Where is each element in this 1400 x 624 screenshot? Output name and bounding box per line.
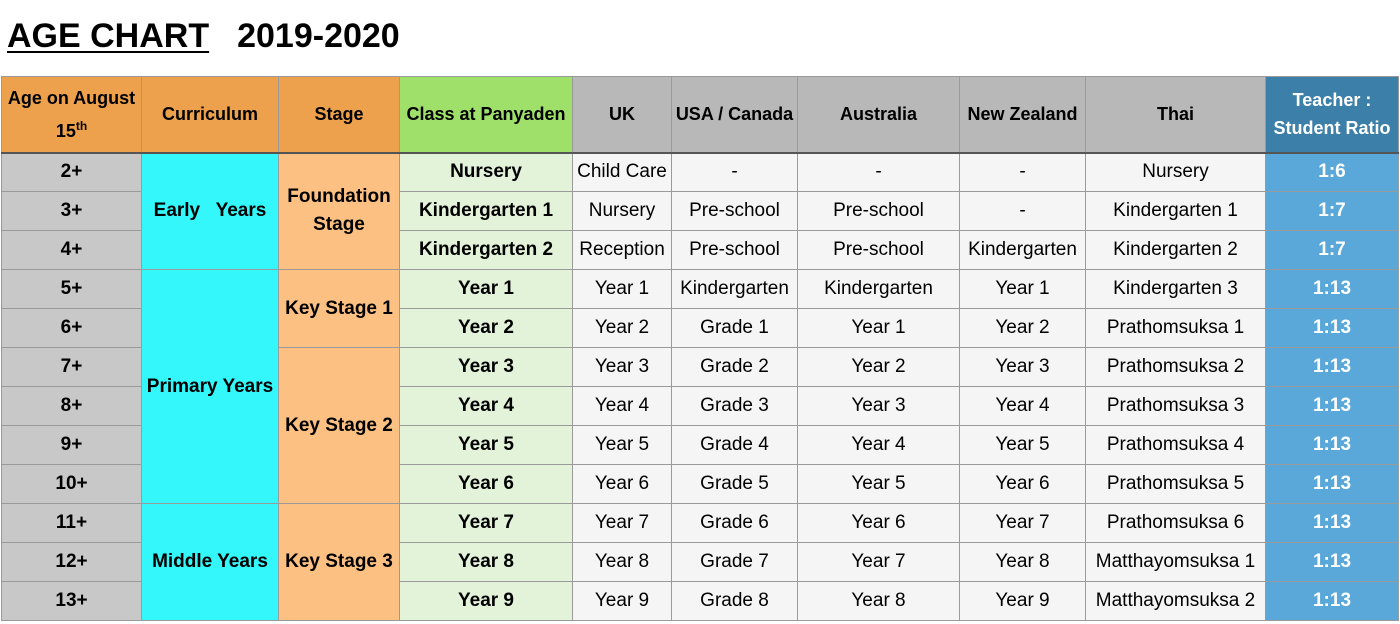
- australia-cell: Year 2: [798, 348, 960, 387]
- stage-cell-foundation: Foundation Stage: [279, 153, 400, 270]
- ratio-cell: 1:13: [1266, 465, 1399, 504]
- title-year: 2019-2020: [237, 17, 400, 55]
- uk-cell: Reception: [573, 231, 672, 270]
- usa-cell: Grade 4: [672, 426, 798, 465]
- australia-cell: Year 6: [798, 504, 960, 543]
- usa-cell: Grade 8: [672, 582, 798, 621]
- uk-cell: Year 9: [573, 582, 672, 621]
- thai-cell: Prathomsuksa 3: [1086, 387, 1266, 426]
- curriculum-cell-early-years: Early Years: [142, 153, 279, 270]
- table-row: [2, 504, 1399, 543]
- header-age-label: Age on August: [7, 87, 136, 108]
- usa-cell: Kindergarten: [672, 270, 798, 309]
- ratio-cell: 1:13: [1266, 582, 1399, 621]
- nz-cell: Year 4: [960, 387, 1086, 426]
- usa-cell: Grade 3: [672, 387, 798, 426]
- class-cell: Year 9: [400, 582, 573, 621]
- class-cell: Kindergarten 1: [400, 192, 573, 231]
- thai-cell: Prathomsuksa 4: [1086, 426, 1266, 465]
- thai-cell: Nursery: [1086, 153, 1266, 192]
- ratio-cell: 1:7: [1266, 231, 1399, 270]
- stage-cell-key-stage-1: Key Stage 1: [279, 270, 400, 348]
- australia-cell: Kindergarten: [798, 270, 960, 309]
- header-age-sup: th: [75, 118, 88, 133]
- usa-cell: Grade 2: [672, 348, 798, 387]
- thai-cell: Prathomsuksa 2: [1086, 348, 1266, 387]
- nz-cell: Kindergarten: [960, 231, 1086, 270]
- header-uk: UK: [573, 77, 672, 153]
- nz-cell: Year 3: [960, 348, 1086, 387]
- title-main: AGE CHART: [7, 17, 210, 55]
- ratio-cell: 1:13: [1266, 426, 1399, 465]
- age-cell: 11+: [2, 504, 142, 543]
- age-chart-table: [1, 76, 1399, 621]
- class-cell: Nursery: [400, 153, 573, 192]
- australia-cell: Year 4: [798, 426, 960, 465]
- thai-cell: Prathomsuksa 6: [1086, 504, 1266, 543]
- age-cell: 5+: [2, 270, 142, 309]
- uk-cell: Year 5: [573, 426, 672, 465]
- class-cell: Kindergarten 2: [400, 231, 573, 270]
- header-row: [2, 77, 1399, 153]
- usa-cell: Pre-school: [672, 192, 798, 231]
- class-cell: Year 3: [400, 348, 573, 387]
- ratio-cell: 1:13: [1266, 270, 1399, 309]
- thai-cell: Kindergarten 2: [1086, 231, 1266, 270]
- class-cell: Year 8: [400, 543, 573, 582]
- curriculum-cell-primary-years: Primary Years: [142, 270, 279, 504]
- nz-cell: Year 5: [960, 426, 1086, 465]
- table-row: [2, 270, 1399, 309]
- header-usa: USA / Canada: [672, 77, 798, 153]
- uk-cell: Year 4: [573, 387, 672, 426]
- age-cell: 8+: [2, 387, 142, 426]
- age-cell: 10+: [2, 465, 142, 504]
- uk-cell: Year 8: [573, 543, 672, 582]
- header-class: Class at Panyaden: [400, 77, 573, 153]
- class-cell: Year 1: [400, 270, 573, 309]
- ratio-cell: 1:13: [1266, 387, 1399, 426]
- uk-cell: Child Care: [573, 153, 672, 192]
- nz-cell: Year 8: [960, 543, 1086, 582]
- usa-cell: -: [672, 153, 798, 192]
- age-cell: 6+: [2, 309, 142, 348]
- thai-cell: Matthayomsuksa 2: [1086, 582, 1266, 621]
- header-thai: Thai: [1086, 77, 1266, 153]
- thai-cell: Kindergarten 1: [1086, 192, 1266, 231]
- thai-cell: Prathomsuksa 5: [1086, 465, 1266, 504]
- ratio-cell: 1:6: [1266, 153, 1399, 192]
- uk-cell: Year 1: [573, 270, 672, 309]
- australia-cell: Year 3: [798, 387, 960, 426]
- usa-cell: Grade 6: [672, 504, 798, 543]
- nz-cell: Year 1: [960, 270, 1086, 309]
- ratio-cell: 1:13: [1266, 309, 1399, 348]
- stage-cell-key-stage-3: Key Stage 3: [279, 504, 400, 621]
- australia-cell: Pre-school: [798, 192, 960, 231]
- thai-cell: Prathomsuksa 1: [1086, 309, 1266, 348]
- class-cell: Year 5: [400, 426, 573, 465]
- age-cell: 9+: [2, 426, 142, 465]
- australia-cell: Year 8: [798, 582, 960, 621]
- age-cell: 13+: [2, 582, 142, 621]
- class-cell: Year 7: [400, 504, 573, 543]
- nz-cell: Year 2: [960, 309, 1086, 348]
- australia-cell: Year 1: [798, 309, 960, 348]
- header-curriculum: Curriculum: [142, 77, 279, 153]
- age-cell: 4+: [2, 231, 142, 270]
- thai-cell: Kindergarten 3: [1086, 270, 1266, 309]
- title-bar: [0, 0, 1400, 76]
- age-cell: 3+: [2, 192, 142, 231]
- australia-cell: Year 7: [798, 543, 960, 582]
- uk-cell: Year 2: [573, 309, 672, 348]
- ratio-cell: 1:13: [1266, 504, 1399, 543]
- age-cell: 12+: [2, 543, 142, 582]
- usa-cell: Grade 1: [672, 309, 798, 348]
- uk-cell: Year 6: [573, 465, 672, 504]
- uk-cell: Year 3: [573, 348, 672, 387]
- class-cell: Year 4: [400, 387, 573, 426]
- nz-cell: -: [960, 153, 1086, 192]
- australia-cell: -: [798, 153, 960, 192]
- uk-cell: Year 7: [573, 504, 672, 543]
- uk-cell: Nursery: [573, 192, 672, 231]
- curriculum-cell-middle-years: Middle Years: [142, 504, 279, 621]
- thai-cell: Matthayomsuksa 1: [1086, 543, 1266, 582]
- ratio-cell: 1:13: [1266, 543, 1399, 582]
- ratio-cell: 1:13: [1266, 348, 1399, 387]
- age-cell: 7+: [2, 348, 142, 387]
- nz-cell: Year 7: [960, 504, 1086, 543]
- australia-cell: Year 5: [798, 465, 960, 504]
- usa-cell: Grade 7: [672, 543, 798, 582]
- usa-cell: Grade 5: [672, 465, 798, 504]
- header-australia: Australia: [798, 77, 960, 153]
- header-nz: New Zealand: [960, 77, 1086, 153]
- stage-cell-key-stage-2: Key Stage 2: [279, 348, 400, 504]
- ratio-cell: 1:7: [1266, 192, 1399, 231]
- class-cell: Year 2: [400, 309, 573, 348]
- class-cell: Year 6: [400, 465, 573, 504]
- header-age-day: 15: [55, 120, 76, 141]
- usa-cell: Pre-school: [672, 231, 798, 270]
- age-cell: 2+: [2, 153, 142, 192]
- table-row: [2, 153, 1399, 192]
- header-stage: Stage: [279, 77, 400, 153]
- nz-cell: Year 9: [960, 582, 1086, 621]
- nz-cell: Year 6: [960, 465, 1086, 504]
- page-title: [7, 16, 400, 56]
- header-age: [2, 77, 142, 153]
- header-ratio: Teacher : Student Ratio: [1266, 77, 1399, 153]
- australia-cell: Pre-school: [798, 231, 960, 270]
- nz-cell: -: [960, 192, 1086, 231]
